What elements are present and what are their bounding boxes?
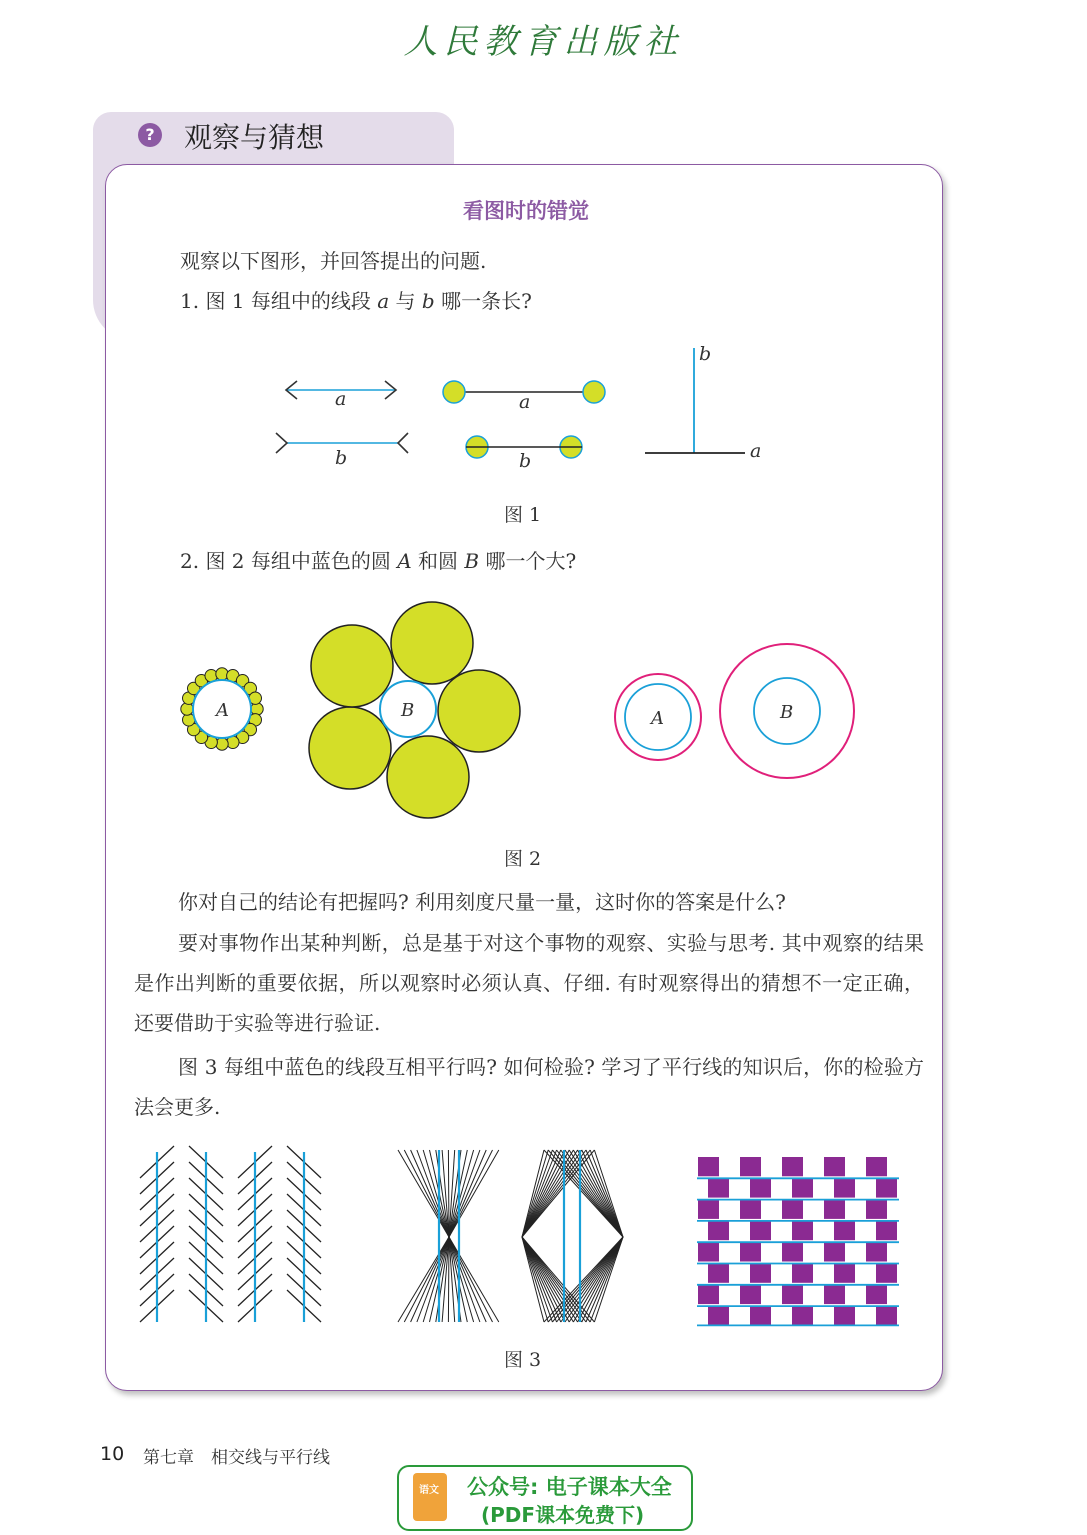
- wall-tile: [876, 1221, 897, 1240]
- fig1-label-b2: b: [519, 450, 532, 472]
- wall-tile: [750, 1306, 771, 1325]
- q2-suffix: 哪一个大?: [479, 549, 577, 573]
- ray-line: [449, 1150, 493, 1237]
- fig1-label-a2: a: [519, 391, 531, 413]
- wall-tile: [792, 1264, 813, 1283]
- fig1-label-a1: a: [335, 388, 347, 410]
- section-tab-title: 观察与猜想: [184, 121, 325, 154]
- wall-tile: [866, 1157, 887, 1176]
- ray-line: [449, 1237, 493, 1322]
- ray-line: [578, 1150, 623, 1237]
- q1-prefix: 1. 图 1 每组中的线段: [180, 289, 378, 313]
- ray-line: [590, 1237, 623, 1322]
- wall-tile: [792, 1221, 813, 1240]
- wall-tile: [750, 1221, 771, 1240]
- fig2-label-A1: A: [216, 700, 229, 721]
- stamp-icon-text: 语文: [419, 1485, 439, 1496]
- fig1-label-b1: b: [335, 447, 348, 469]
- fig2-label-B2: B: [780, 702, 794, 723]
- ray-line: [522, 1150, 561, 1237]
- q1-suffix: 哪一条长?: [434, 289, 532, 313]
- q1-mid: 与: [389, 289, 422, 313]
- fig2-label-B1: B: [401, 700, 415, 721]
- wall-tile: [708, 1178, 729, 1197]
- ray-line: [449, 1150, 499, 1237]
- wall-tile: [824, 1200, 845, 1219]
- ray-line: [522, 1237, 548, 1322]
- page-number: 10: [100, 1443, 125, 1465]
- watermark-stamp: [397, 1465, 693, 1531]
- question-icon: ?: [138, 123, 162, 147]
- wall-tile: [876, 1306, 897, 1325]
- wall-tile: [740, 1285, 761, 1304]
- intro-text: 观察以下图形，并回答提出的问题.: [180, 249, 487, 273]
- wall-tile: [834, 1178, 855, 1197]
- ray-line: [522, 1237, 569, 1322]
- q1-var-a: a: [377, 289, 390, 313]
- ray-line: [417, 1150, 449, 1237]
- wall-tile: [866, 1285, 887, 1304]
- q2-var-b: B: [464, 549, 480, 573]
- wall-tile: [698, 1200, 719, 1219]
- wall-tile: [866, 1200, 887, 1219]
- wall-tile: [834, 1306, 855, 1325]
- wall-tile: [792, 1306, 813, 1325]
- wall-tile: [708, 1264, 729, 1283]
- wall-tile: [698, 1242, 719, 1261]
- ray-line: [557, 1237, 623, 1322]
- fig2-caption: 图 2: [504, 848, 542, 870]
- ray-line: [398, 1237, 449, 1322]
- ray-line: [522, 1237, 561, 1322]
- ray-line: [522, 1150, 548, 1237]
- q2-mid: 和圆: [411, 549, 465, 573]
- ray-line: [522, 1237, 578, 1322]
- ray-line: [398, 1150, 449, 1237]
- wall-tile: [740, 1200, 761, 1219]
- ray-line: [522, 1150, 569, 1237]
- wall-tile: [698, 1157, 719, 1176]
- fig3-caption: 图 3: [504, 1349, 542, 1371]
- ray-line: [590, 1150, 623, 1237]
- ray-line: [565, 1237, 623, 1322]
- fig3-cafe-wall: [697, 1157, 899, 1325]
- ray-line: [449, 1237, 474, 1322]
- ray-line: [449, 1237, 499, 1322]
- q2-var-a: A: [397, 549, 412, 573]
- section-title: 看图时的错觉: [463, 199, 589, 223]
- ray-line: [557, 1150, 623, 1237]
- paragraph-2: 要对事物作出某种判断，总是基于对这个事物的观察、实验与思考. 其中观察的结果是作出判断的重要依据，所以观察时必须认真、仔细. 有时观察得出的猜想不一定正确，还要借助于实验等进行验证.: [134, 931, 924, 1035]
- ray-line: [569, 1150, 623, 1237]
- stamp-line-1: 公众号: 电子课本大全: [467, 1475, 672, 1499]
- ray-line: [448, 1150, 449, 1237]
- wall-tile: [782, 1242, 803, 1261]
- ray-line: [569, 1237, 623, 1322]
- wall-tile: [866, 1242, 887, 1261]
- chapter-title: 第七章 相交线与平行线: [143, 1448, 330, 1468]
- wall-tile: [782, 1200, 803, 1219]
- ray-line: [578, 1237, 623, 1322]
- wall-tile: [834, 1221, 855, 1240]
- wall-tile: [782, 1157, 803, 1176]
- wall-tile: [750, 1178, 771, 1197]
- wall-tile: [792, 1178, 813, 1197]
- wall-tile: [876, 1264, 897, 1283]
- wall-tile: [740, 1242, 761, 1261]
- wall-tile: [782, 1285, 803, 1304]
- fig3-hering: [398, 1150, 623, 1322]
- fig1-label-a3: a: [750, 440, 762, 462]
- ray-line: [449, 1150, 474, 1237]
- ray-line: [417, 1237, 449, 1322]
- q2-prefix: 2. 图 2 每组中蓝色的圆: [180, 549, 398, 573]
- wall-tile: [834, 1264, 855, 1283]
- q1-var-b: b: [421, 289, 435, 313]
- wall-tile: [740, 1157, 761, 1176]
- wall-tile: [708, 1306, 729, 1325]
- wall-tile: [708, 1221, 729, 1240]
- fig1-label-b3: b: [699, 343, 712, 365]
- fig3-zollner: [140, 1146, 321, 1322]
- fig1-caption: 图 1: [504, 504, 542, 526]
- wall-tile: [876, 1178, 897, 1197]
- ray-line: [448, 1237, 449, 1322]
- wall-tile: [698, 1285, 719, 1304]
- book-icon: [413, 1473, 447, 1521]
- publisher-brand: 人民教育出版社: [403, 22, 684, 62]
- fig2-label-A2: A: [651, 708, 664, 729]
- wall-tile: [824, 1285, 845, 1304]
- wall-tile: [824, 1242, 845, 1261]
- wall-tile: [750, 1264, 771, 1283]
- paragraph-1: 你对自己的结论有把握吗? 利用刻度尺量一量，这时你的答案是什么?: [178, 890, 786, 914]
- ray-line: [522, 1150, 578, 1237]
- wall-tile: [824, 1157, 845, 1176]
- paragraph-3: 图 3 每组中蓝色的线段互相平行吗? 如何检验? 学习了平行线的知识后，你的检验方法会更多.: [134, 1055, 924, 1119]
- stamp-line-2: (PDF课本免费下): [481, 1503, 645, 1527]
- ray-line: [565, 1150, 623, 1237]
